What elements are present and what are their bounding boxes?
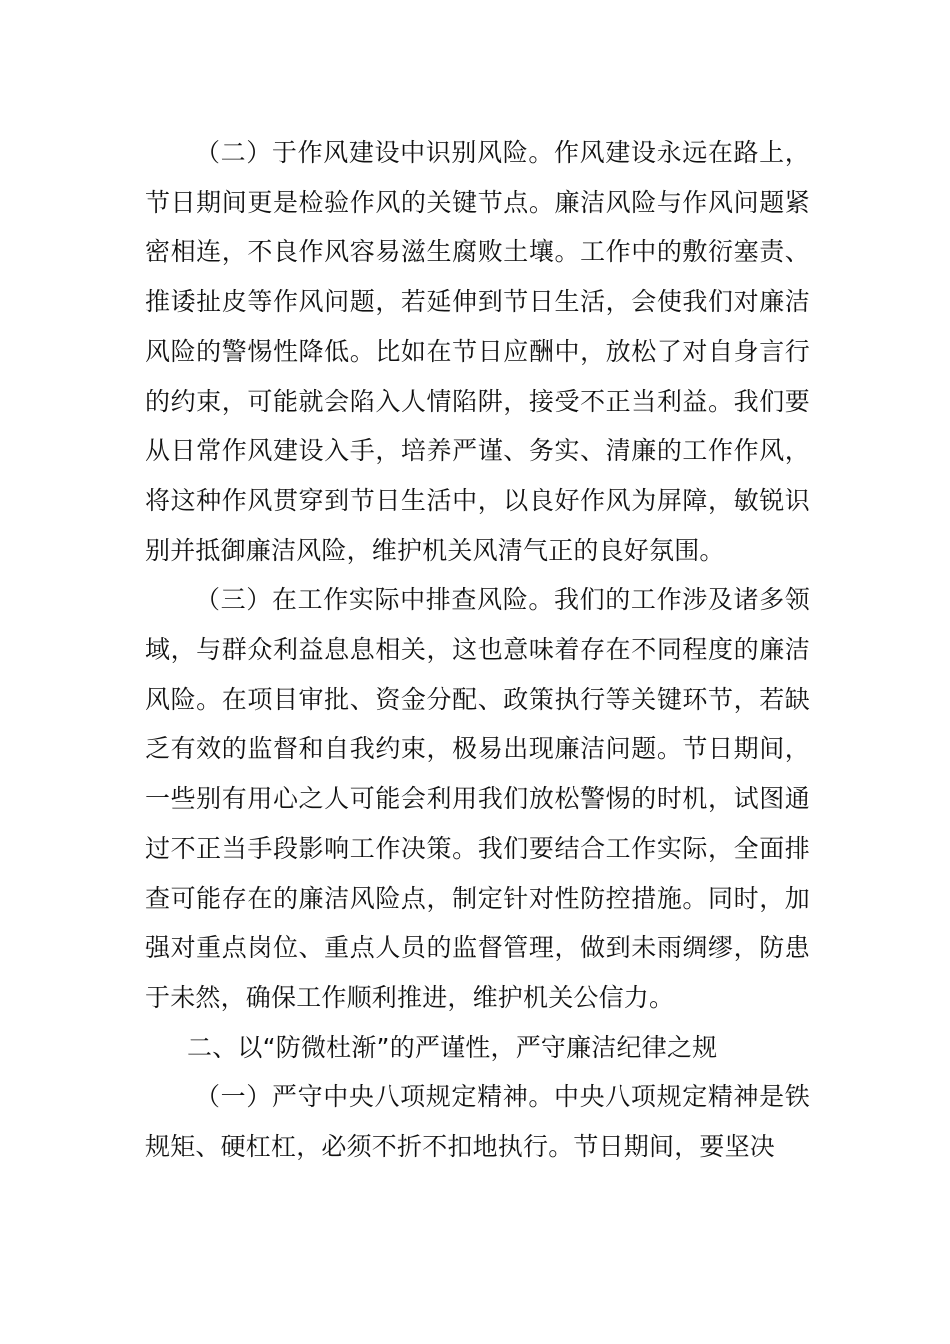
paragraph-style-risk: （二）于作风建设中识别风险。作风建设永远在路上，节日期间更是检验作风的关键节点。廉洁风险与作风问题紧密相连，不良作风容易滋生腐败土壤。工作中的敷衍塞责、推诿扯皮等作风问题，若延伸到节日生活，会使我们对廉洁风险的警惕性降低。比如在节日应酬中，放松了对自身言行的约束，可能就会陷入人情陷阱，接受不正当利益。我们要从日常作风建设入手，培养严谨、务实、清廉的工作作风，将这种作风贯穿到节日生活中，以良好作风为屏障，敏锐识别并抵御廉洁风险，维护机关风清气正的良好氛围。 <box>145 138 810 565</box>
paragraph-work-risk: （三）在工作实际中排查风险。我们的工作涉及诸多领域，与群众利益息息相关，这也意味着存在不同程度的廉洁风险。在项目审批、资金分配、政策执行等关键环节，若缺乏有效的监督和自我约束，极易出现廉洁问题。节日期间，一些别有用心之人可能会利用我们放松警惕的时机，试图通过不正当手段影响工作决策。我们要结合工作实际，全面排查可能存在的廉洁风险点，制定针对性防控措施。同时，加强对重点岗位、重点人员的监督管理，做到未雨绸缪，防患于未然，确保工作顺利推进，维护机关公信力。 <box>145 585 810 1012</box>
document-body <box>145 128 810 1172</box>
paragraph-eight-rules: （一）严守中央八项规定精神。中央八项规定精神是铁规矩、硬杠杠，必须不折不扣地执行。节日期间，要坚决 <box>145 1082 810 1162</box>
section-heading-discipline: 二、以“防微杜渐”的严谨性，严守廉洁纪律之规 <box>187 1032 718 1062</box>
